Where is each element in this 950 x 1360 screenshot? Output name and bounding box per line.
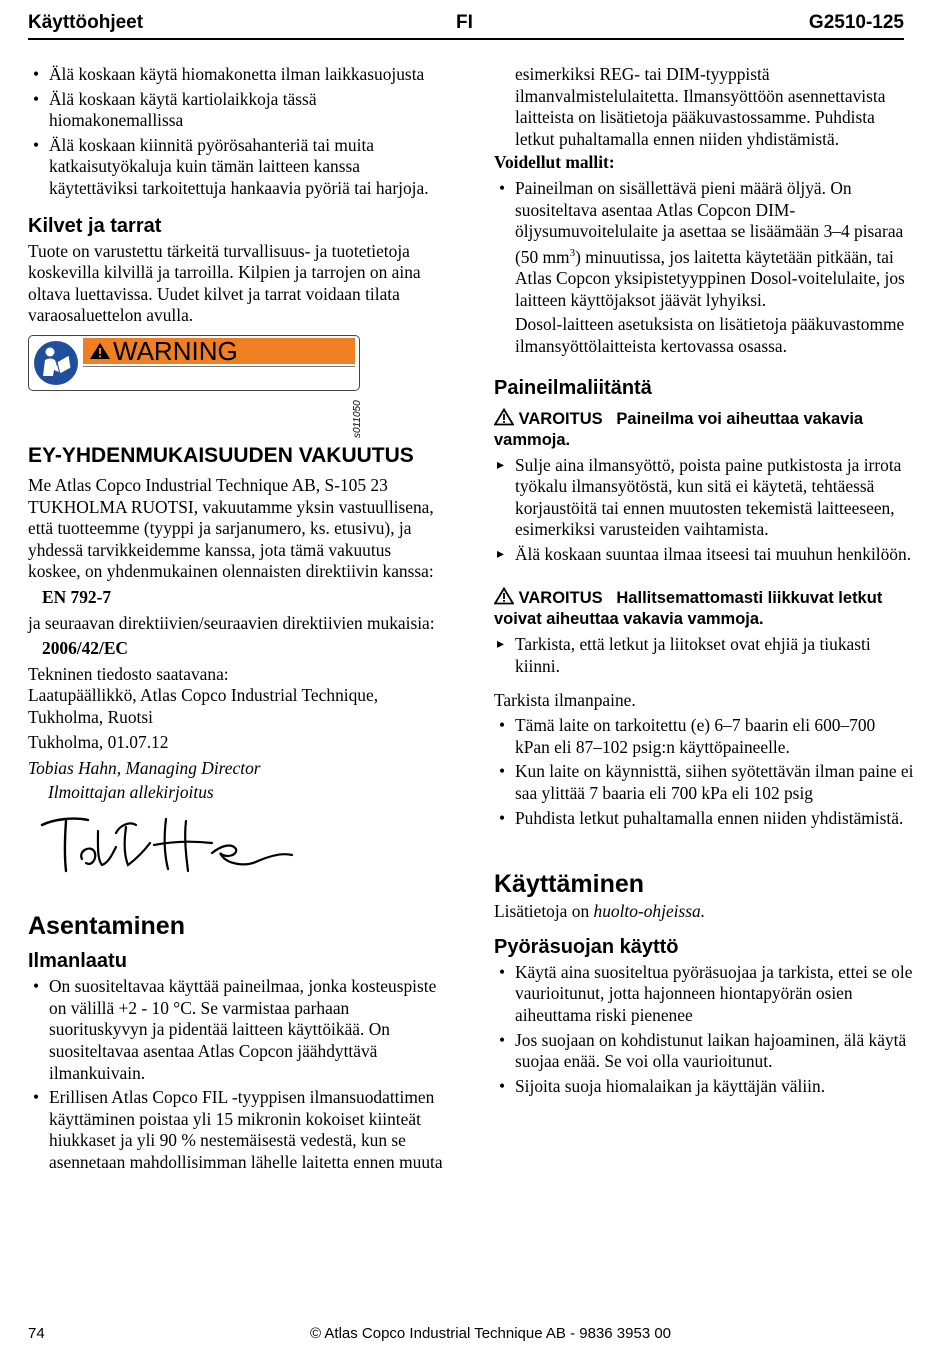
read-manual-icon [33, 340, 79, 386]
warning-triangle-icon [494, 587, 514, 605]
declaration-signer: Tobias Hahn, Managing Director [28, 758, 261, 779]
check-pressure-list [494, 715, 914, 829]
air-quality-heading: Ilmanlaatu [28, 950, 127, 973]
warning-2-steps [494, 634, 914, 677]
signs-heading: Kilvet ja tarrat [28, 214, 162, 237]
list-item: • Älä koskaan käytä hiomakonetta ilman laikkasuojusta [28, 64, 448, 86]
warning-label-blank-area [83, 366, 355, 389]
warning-triangle-icon [494, 408, 514, 426]
service-instructions-ref: huolto-ohjeissa. [593, 901, 706, 922]
declaration-standard: EN 792-7 [42, 586, 112, 607]
declaration-text: Me Atlas Copco Industrial Technique AB, S-105 23 TUKHOLMA RUOTSI, vakuutamme yksin vastuullisena, että tuotteemme (tyyppi ja sarjanumero, ks. etusivu), ja yhdessä tarvikkeidemme kanssa, jota tämä vakuutus koskee, on yhdenmukainen olennaisten direktiivin kanssa: [28, 474, 434, 582]
warning-2-text: Hallitsemattomasti liikkuvat letkut voivat aiheuttaa vakavia vammoja. [494, 589, 883, 629]
operation-text-part1: Lisätietoja on [494, 901, 594, 922]
dosol-info: Dosol-laitteen asetuksista on lisätietoja pääkuvastomme ilmansyöttölaitteista kertovassa osassa. [515, 314, 905, 356]
warning-banner [83, 335, 355, 366]
technical-file-holder: Laatupäällikkö, Atlas Copco Industrial Technique, Tukholma, Ruotsi [28, 685, 379, 727]
list-item: ▸ Sulje aina ilmansyöttö, poista paine putkistosta ja irrota työkalu ilmansyötöstä, kun sitä ei käytetä, tehtäessä korjaustöitä tai ennen muutosten tekemistä laitteeseen, esimerkiksi varusteiden vaihtamista. [494, 455, 914, 541]
warning-1-label: VAROITUS [518, 409, 603, 428]
list-item: • Älä koskaan käytä kartiolaikkoja tässä hiomakonemallissa [28, 89, 448, 132]
page-number: 74 [28, 1325, 45, 1342]
list-item: • Tämä laite on tarkoitettu (e) 6–7 baarin eli 600–700 kPan eli 87–102 psig:n käyttöpaineelle. [494, 715, 914, 758]
air-connection-heading: Paineilmaliitäntä [494, 376, 652, 399]
wheel-guard-heading: Pyöräsuojan käyttö [494, 935, 679, 958]
page-header [28, 10, 904, 40]
declaration-heading: EY-YHDENMUKAISUUDEN VAKUUTUS [28, 443, 414, 467]
declaration-signer-role: Ilmoittajan allekirjoitus [48, 781, 214, 802]
signs-paragraph: Tuote on varustettu tärkeitä turvallisuus- ja tuotetietoja koskevilla kilvillä ja tarroilla. Kilpien ja tarrojen on aina oltava luettavissa. Uudet kilvet ja tarrat voidaan tilata varaosaluettelon avulla. [28, 240, 421, 326]
warning-2-label: VAROITUS [518, 589, 603, 608]
header-doc-type: Käyttöohjeet [28, 12, 144, 33]
list-item: ▸ Älä koskaan suuntaa ilmaa itseesi tai muuhun henkilöön. [494, 544, 914, 566]
lubricated-list [494, 178, 914, 311]
superscript-3: 3 [569, 246, 576, 259]
list-item: • On suositeltavaa käyttää paineilmaa, jonka kosteuspiste on välillä +2 - 10 °C. Se varmistaa parhaan suorituskyvyn ja pidentää laitteen käyttöikää. On suositeltavaa asentaa Atlas Copcon jäähdyttävä ilmankuivain. [28, 976, 448, 1084]
label-code: s011050 [352, 400, 363, 438]
technical-file-text: Tekninen tiedosto saatavana: [28, 663, 229, 684]
lubricated-text-part2: ) minuutissa, jos laitetta käytetään pitkään, tai Atlas Copcon yksipistetyyppinen Dosol-voitelulaite, jos laitteen käyttöjaksot jäävät lyhyiksi. [515, 246, 905, 310]
header-language: FI [456, 12, 473, 33]
lubricated-models-heading: Voidellut mallit: [494, 152, 615, 173]
warning-label-text: WARNING [113, 335, 238, 366]
check-pressure-text: Tarkista ilmanpaine. [494, 689, 636, 710]
air-quality-continued: esimerkiksi REG- tai DIM-tyyppistä ilmanvalmistelulaitetta. Ilmansyöttöön asennettavista laitteista on lisätietoja pääkuvastossamme. Puhdista letkut puhaltamalla ennen niiden yhdistämistä. [515, 64, 886, 149]
declaration-directives-text: ja seuraavan direktiivien/seuraavien direktiivien mukaisia: [28, 612, 435, 633]
list-item: ▸ Tarkista, että letkut ja liitokset ovat ehjiä ja tiukasti kiinni. [494, 634, 914, 677]
warning-2 [494, 587, 914, 630]
right-column [494, 64, 914, 1100]
list-item: • Jos suojaan on kohdistunut laikan hajoaminen, älä käytä suojaa enää. Se voi olla vaurioitunut. [494, 1030, 914, 1073]
declaration-directive: 2006/42/EC [42, 638, 128, 659]
left-column [28, 64, 448, 1177]
list-item: • Puhdista letkut puhaltamalla ennen niiden yhdistämistä. [494, 808, 914, 830]
signature-image [36, 811, 296, 877]
operation-text [494, 901, 914, 923]
operation-heading: Käyttäminen [494, 870, 645, 899]
label-code-wrap [352, 398, 364, 438]
list-item: • Käytä aina suositeltua pyöräsuojaa ja tarkista, ettei se ole vaurioitunut, jotta hajonneen hiontapyörän osien aiheuttama riski pienenee [494, 962, 914, 1027]
warning-1-text: Paineilma voi aiheuttaa vakavia vammoja. [494, 409, 864, 449]
declaration-date: Tukholma, 01.07.12 [28, 732, 169, 753]
wheel-guard-list [494, 962, 914, 1098]
lubricated-text-part1: Paineilman on sisällettävä pieni määrä öljyä. On suositeltava asentaa Atlas Copcon DIM-öljysumuvoitelulaite ja asettaa se lisäämään 3–4 pisaraa (50 mm [515, 177, 904, 267]
header-model: G2510-125 [808, 12, 904, 33]
list-item: • Sijoita suoja hiomalaikan ja käyttäjän väliin. [494, 1076, 914, 1098]
installation-heading: Asentaminen [28, 912, 185, 941]
intro-bullet-list [28, 64, 448, 200]
warning-triangle-icon [89, 342, 111, 360]
list-item: • Älä koskaan kiinnitä pyörösahanteriä tai muita katkaisutyökaluja kuin tämän laitteen kanssa käytettäviksi tarkoitettuja hankaavia pyöriä tai harjoja. [28, 135, 448, 200]
warning-1-steps [494, 455, 914, 566]
warning-label-image [28, 335, 360, 391]
list-item [494, 178, 914, 311]
list-item: • Kun laite on käynnisttä, siihen syötettävän ilman paine ei saa ylittää 7 baaria eli 700 kPa eli 102 psig [494, 761, 914, 804]
copyright: © Atlas Copco Industrial Technique AB - 9836 3953 00 [310, 1325, 672, 1342]
warning-1 [494, 408, 914, 451]
list-item: • Erillisen Atlas Copco FIL -tyyppisen ilmansuodattimen käyttäminen poistaa yli 15 mikronin kokoiset kiinteät hiukkaset ja yli 90 % nestemäisestä vedestä, kun se asennetaan mahdollisimman lähelle laitetta ennen muuta [28, 1087, 448, 1173]
air-quality-list [28, 976, 448, 1173]
